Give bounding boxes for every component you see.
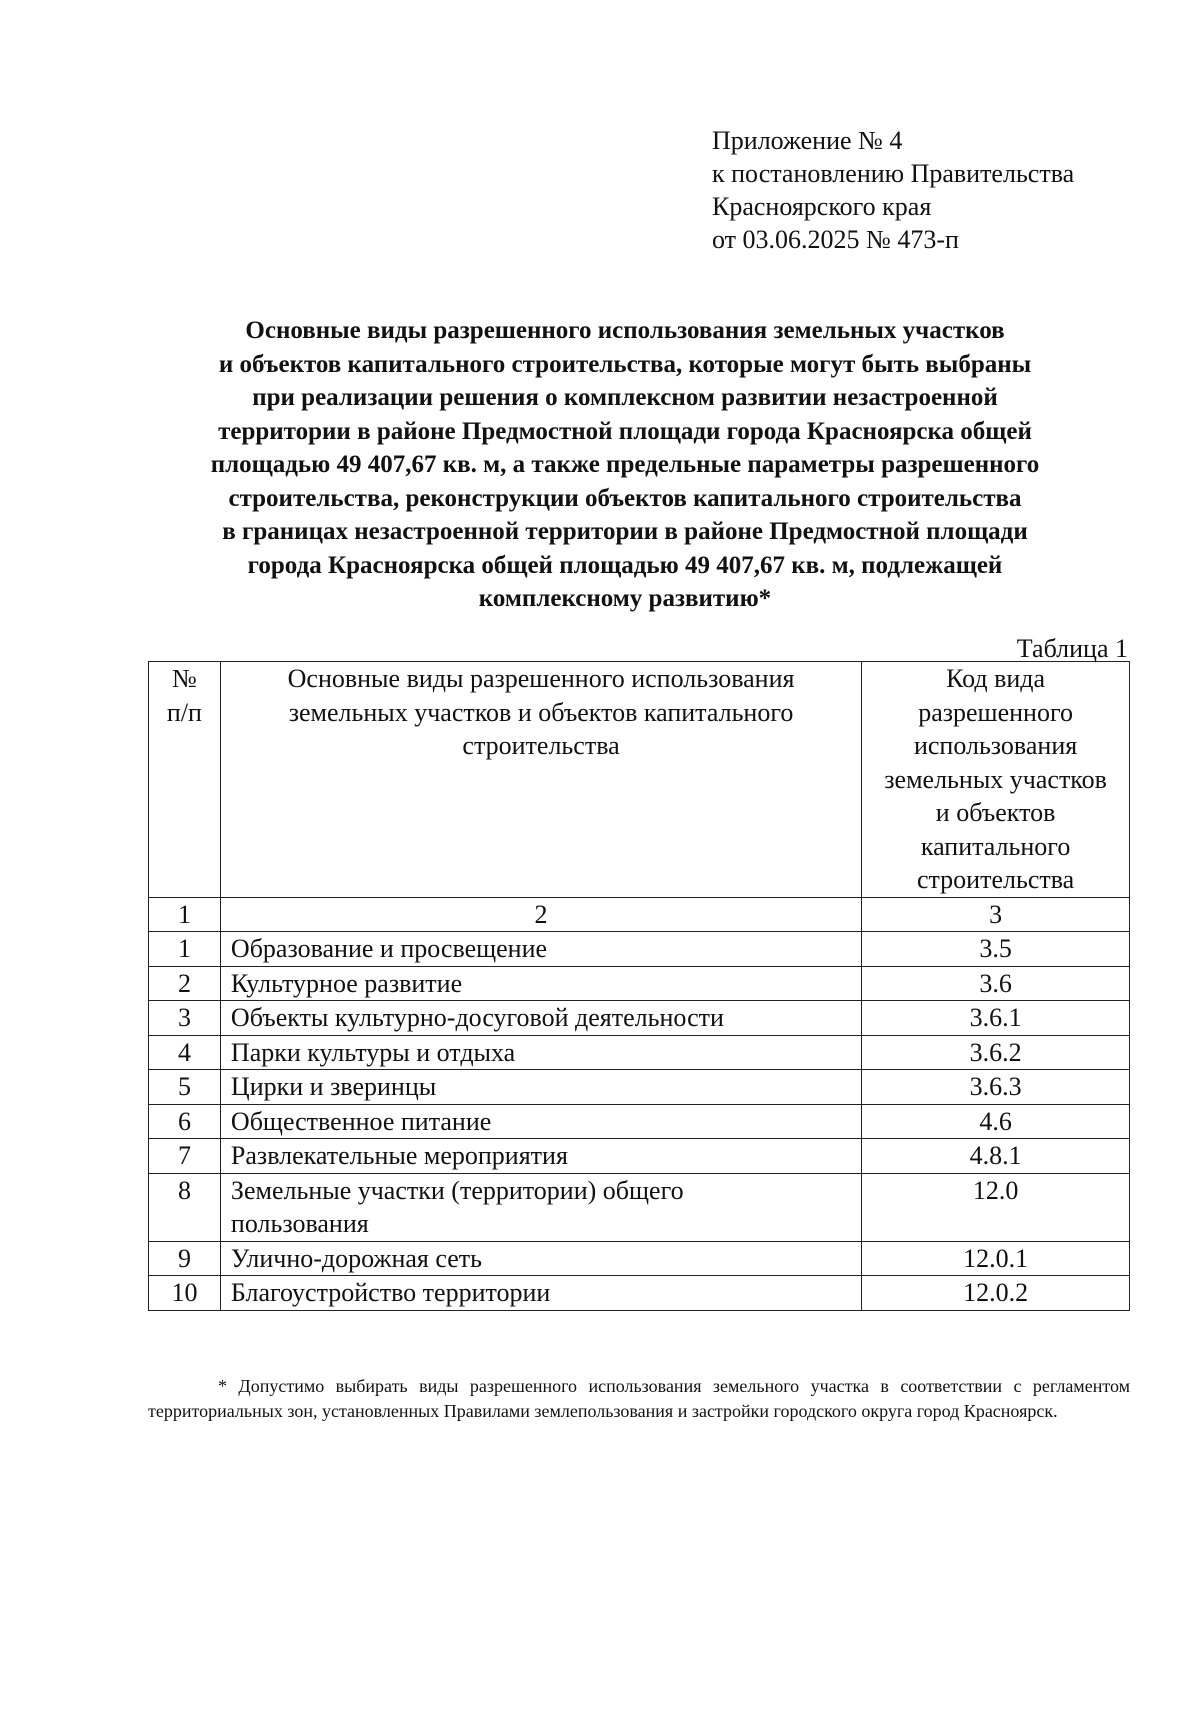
row-land-use-line: Развлекательные мероприятия (230, 1141, 568, 1170)
header-code-line: и объектов (935, 798, 1056, 827)
title-line: города Красноярска общей площадью 49 407,67 кв. м, подлежащей (247, 551, 1003, 579)
row-code: 3.6.1 (862, 1001, 1130, 1036)
row-code: 12.0.2 (862, 1276, 1130, 1311)
title-line: в границах незастроенной территории в районе Предмостной площади (222, 518, 1028, 545)
header-number-line: № (172, 664, 197, 693)
appendix-reference: к постановлению Правительства (712, 159, 1075, 188)
header-number (149, 662, 221, 898)
row-code: 12.0 (862, 1173, 1130, 1241)
header-name-line: Основные виды разрешенного использования (287, 664, 795, 693)
header-land-use-type (220, 662, 861, 898)
document-title (150, 314, 1100, 616)
header-code-line: строительства (916, 865, 1075, 894)
row-number: 10 (149, 1276, 221, 1311)
column-index: 1 (149, 897, 221, 932)
table-header-row (149, 662, 1130, 898)
table-row (149, 1241, 1130, 1276)
title-line: Основные виды разрешенного использования земельных участков (245, 317, 1005, 344)
row-land-use (220, 1173, 861, 1241)
header-name-line: строительства (462, 731, 620, 760)
row-land-use-line: Улично-дорожная сеть (230, 1243, 483, 1273)
row-number: 7 (149, 1139, 221, 1174)
table-row (149, 1035, 1130, 1070)
table-row (149, 1276, 1130, 1311)
row-land-use (220, 932, 861, 967)
row-land-use-line: Земельные участки (территории) общего (230, 1175, 684, 1205)
row-land-use (220, 1035, 861, 1070)
header-code-line: использования (913, 731, 1078, 760)
row-land-use-line: Общественное питание (230, 1106, 492, 1136)
appendix-region: Красноярского края (712, 192, 932, 221)
appendix-date: от 03.06.2025 № 473-п (712, 225, 959, 254)
row-land-use-line: Образование и просвещение (230, 934, 548, 963)
row-code: 4.8.1 (862, 1139, 1130, 1174)
title-line: строительства, реконструкции объектов капитального строительства (228, 484, 1022, 512)
row-land-use (220, 1001, 861, 1036)
table-row (149, 1173, 1130, 1241)
table-row (149, 1070, 1130, 1105)
row-code: 3.6.2 (862, 1035, 1130, 1070)
column-index-row (149, 897, 1130, 932)
row-number: 1 (149, 932, 221, 967)
column-index: 3 (862, 897, 1130, 932)
header-code-line: земельных участков (884, 764, 1107, 794)
row-land-use (220, 1276, 861, 1311)
row-land-use (220, 966, 861, 1001)
header-code (862, 662, 1130, 898)
table-row (149, 932, 1130, 967)
header-number-line: п/п (166, 697, 202, 727)
row-land-use (220, 1104, 861, 1139)
table-row (149, 1104, 1130, 1139)
row-land-use-line: Культурное развитие (230, 968, 463, 998)
row-land-use (220, 1070, 861, 1105)
row-code: 4.6 (862, 1104, 1130, 1139)
land-use-table (148, 661, 1130, 1311)
row-land-use-line: пользования (230, 1209, 369, 1238)
row-land-use (220, 1241, 861, 1276)
row-number: 3 (149, 1001, 221, 1036)
header-code-line: Код вида (946, 664, 1046, 693)
title-line: территории в районе Предмостной площади города Красноярска общей (218, 417, 1032, 445)
header-name-line: земельных участков и объектов капитального (288, 697, 794, 727)
row-land-use-line: Благоустройство территории (230, 1278, 551, 1307)
title-line: при реализации решения о комплексном развитии незастроенной (252, 384, 998, 411)
appendix-header (712, 124, 1074, 256)
row-code: 3.5 (862, 932, 1130, 967)
title-line: площадью 49 407,67 кв. м, а также предельные параметры разрешенного (210, 451, 1040, 478)
appendix-number: Приложение № 4 (712, 126, 903, 155)
row-land-use-line: Цирки и зверинцы (230, 1072, 437, 1101)
table-row (149, 966, 1130, 1001)
row-code: 3.6.3 (862, 1070, 1130, 1105)
title-line: и объектов капитального строительства, которые могут быть выбраны (218, 350, 1032, 378)
title-line: комплексному развитию* (478, 585, 772, 612)
header-code-line: разрешенного (918, 697, 1073, 727)
row-land-use-line: Парки культуры и отдыха (230, 1037, 516, 1067)
row-code: 12.0.1 (862, 1241, 1130, 1276)
row-code: 3.6 (862, 966, 1130, 1001)
footnote-text: * Допустимо выбирать виды разрешенного использования земельного участка в соответствии с регламентом территориальных зон, установленных Правилами землепользования и застройки городского округа город Красноярск. (148, 1376, 1130, 1421)
footnote (148, 1374, 1130, 1424)
row-land-use-line: Объекты культурно-досуговой деятельности (230, 1003, 724, 1032)
row-number: 8 (149, 1173, 221, 1241)
row-number: 5 (149, 1070, 221, 1105)
row-number: 9 (149, 1241, 221, 1276)
row-number: 6 (149, 1104, 221, 1139)
column-index: 2 (220, 897, 861, 932)
table-row (149, 1139, 1130, 1174)
table-row (149, 1001, 1130, 1036)
row-number: 2 (149, 966, 221, 1001)
row-land-use (220, 1139, 861, 1174)
header-code-line: капитального (920, 831, 1071, 861)
row-number: 4 (149, 1035, 221, 1070)
table-caption: Таблица 1 (1016, 634, 1128, 663)
